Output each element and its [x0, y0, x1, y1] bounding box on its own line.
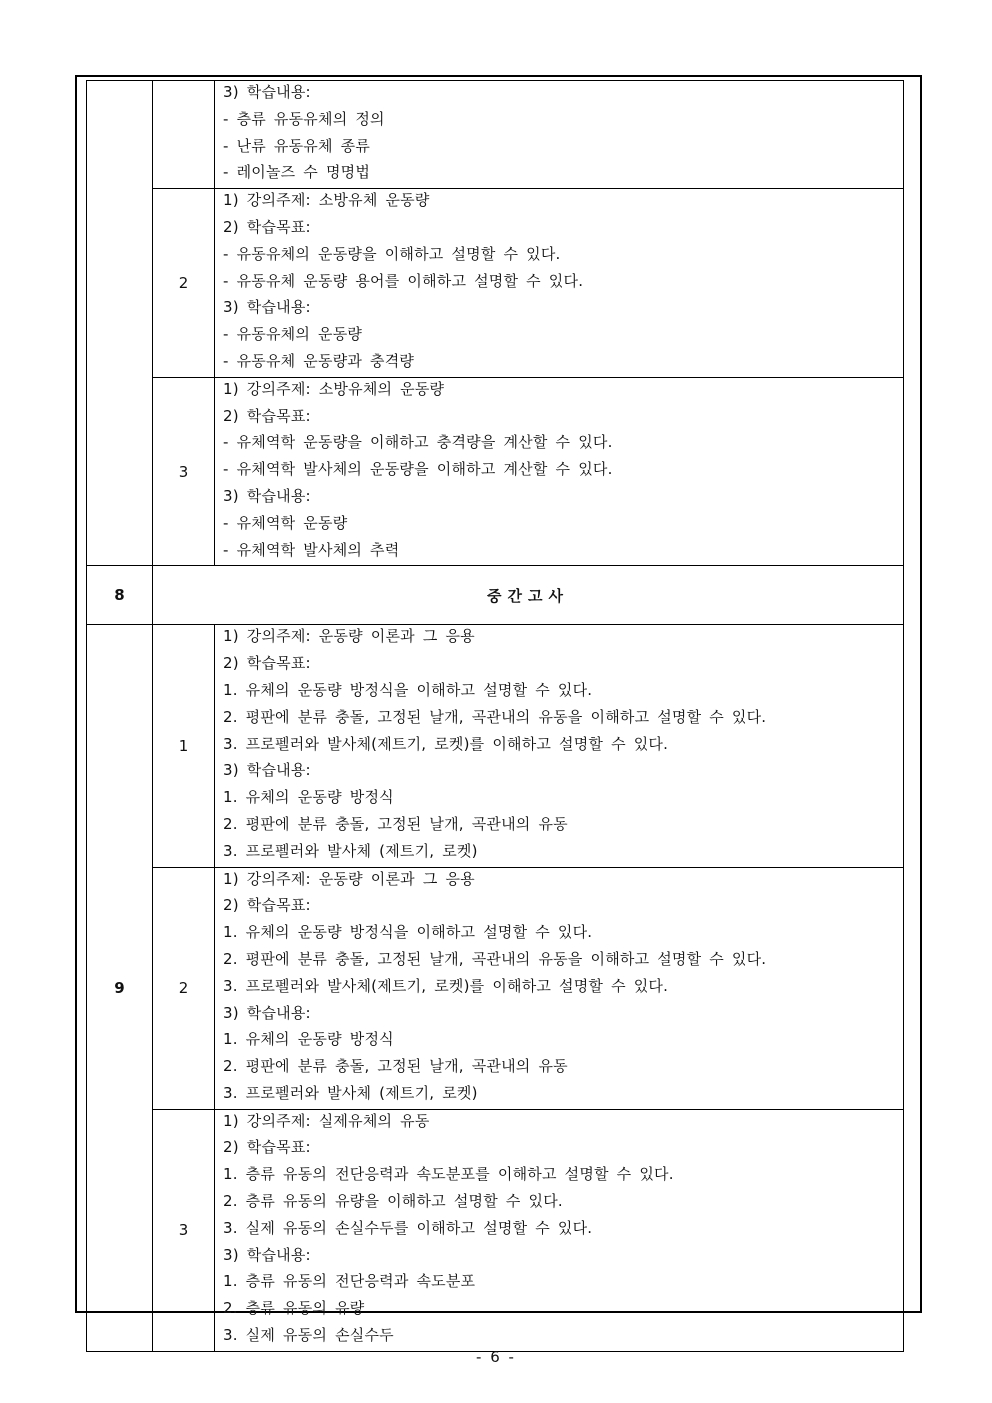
content-line: - 유체역학 발사체의 추력 [223, 540, 400, 559]
content-line: - 레이놀즈 수 명명법 [223, 163, 371, 182]
content-line: 1. 유체의 운동량 방정식을 이해하고 설명할 수 있다. [223, 923, 593, 942]
session-row [87, 189, 904, 378]
content-line: 2. 평판에 분류 충돌, 고정된 날개, 곡관내의 유동 [223, 814, 568, 833]
content-line: 3. 프로펠러와 발사체(제트기, 로켓)를 이해하고 설명할 수 있다. [223, 734, 669, 753]
content-line: 1. 유체의 운동량 방정식을 이해하고 설명할 수 있다. [223, 680, 593, 699]
content-line: 1. 유체의 운동량 방정식 [223, 1030, 394, 1049]
content-line: - 층류 유동유체의 정의 [223, 109, 385, 128]
content-line: 1) 강의주제: 운동량 이론과 그 응용 [223, 627, 475, 646]
content-line: 1) 강의주제: 소방유체 운동량 [223, 191, 430, 210]
session-number: 2 [153, 867, 215, 1109]
content-line: 2. 층류 유동의 유량을 이해하고 설명할 수 있다. [223, 1192, 563, 1211]
session-number: 3 [153, 377, 215, 566]
content-line: 1. 층류 유동의 전단응력과 속도분포를 이해하고 설명할 수 있다. [223, 1165, 674, 1184]
content-line: 3. 프로펠러와 발사체(제트기, 로켓)를 이해하고 설명할 수 있다. [223, 976, 669, 995]
session-number: 2 [153, 189, 215, 378]
session-number [153, 81, 215, 189]
week-number: 8 [87, 566, 153, 625]
content-line: 1. 유체의 운동량 방정식 [223, 788, 394, 807]
content-line: 1) 강의주제: 소방유체의 운동량 [223, 379, 445, 398]
session-content [215, 625, 904, 867]
content-line: 3) 학습내용: [223, 298, 311, 317]
syllabus-table [86, 80, 904, 1352]
content-line: 2) 학습목표: [223, 896, 311, 915]
content-line: 3. 프로펠러와 발사체 (제트기, 로켓) [223, 841, 478, 860]
content-line: 3. 실제 유동의 손실수두를 이해하고 설명할 수 있다. [223, 1218, 593, 1237]
content-line: 2) 학습목표: [223, 654, 311, 673]
content-line: - 유동유체의 운동량 [223, 325, 363, 344]
session-row [87, 1109, 904, 1351]
content-line: 3) 학습내용: [223, 1245, 311, 1264]
syllabus-table-body [87, 81, 904, 1352]
week-number [87, 81, 153, 566]
session-number: 1 [153, 625, 215, 867]
content-line: 3) 학습내용: [223, 83, 311, 101]
content-line: - 유동유체 운동량과 충격량 [223, 351, 415, 370]
content-line: 3. 실제 유동의 손실수두 [223, 1326, 394, 1345]
content-line: 3) 학습내용: [223, 1003, 311, 1022]
session-content [215, 867, 904, 1109]
midterm-exam-label: 중간고사 [153, 566, 904, 625]
content-line: 2) 학습목표: [223, 1138, 311, 1157]
session-row [87, 81, 904, 189]
content-line: - 유체역학 운동량 [223, 513, 348, 532]
content-line: 2. 층류 유동의 유량 [223, 1299, 365, 1318]
content-line: - 난류 유동유체 종류 [223, 136, 371, 155]
week-number: 9 [87, 625, 153, 1352]
content-line: 1) 강의주제: 실제유체의 유동 [223, 1111, 430, 1130]
content-line: 1. 층류 유동의 전단응력과 속도분포 [223, 1272, 476, 1291]
content-line: - 유동유체의 운동량을 이해하고 설명할 수 있다. [223, 244, 561, 263]
session-content [215, 1109, 904, 1351]
session-content [215, 81, 904, 189]
content-line: 2. 평판에 분류 충돌, 고정된 날개, 곡관내의 유동 [223, 1057, 568, 1076]
content-line: 2) 학습목표: [223, 217, 311, 236]
content-line: - 유동유체 운동량 용어를 이해하고 설명할 수 있다. [223, 271, 584, 290]
session-number: 3 [153, 1109, 215, 1351]
content-line: 3) 학습내용: [223, 761, 311, 780]
content-line: 2. 평판에 분류 충돌, 고정된 날개, 곡관내의 유동을 이해하고 설명할 수 있다. [223, 949, 767, 968]
session-row [87, 625, 904, 867]
content-line: - 유체역학 발사체의 운동량을 이해하고 계산할 수 있다. [223, 460, 613, 479]
session-content [215, 189, 904, 378]
content-line: 2. 평판에 분류 충돌, 고정된 날개, 곡관내의 유동을 이해하고 설명할 수 있다. [223, 707, 767, 726]
content-line: 2) 학습목표: [223, 406, 311, 425]
content-line: 3. 프로펠러와 발사체 (제트기, 로켓) [223, 1083, 478, 1102]
session-row [87, 377, 904, 566]
page-number: - 6 - [476, 1348, 516, 1366]
content-line: 3) 학습내용: [223, 486, 311, 505]
session-row [87, 867, 904, 1109]
content-line: - 유체역학 운동량을 이해하고 충격량을 계산할 수 있다. [223, 433, 613, 452]
exam-row [87, 566, 904, 625]
session-content [215, 377, 904, 566]
content-line: 1) 강의주제: 운동량 이론과 그 응용 [223, 869, 475, 888]
